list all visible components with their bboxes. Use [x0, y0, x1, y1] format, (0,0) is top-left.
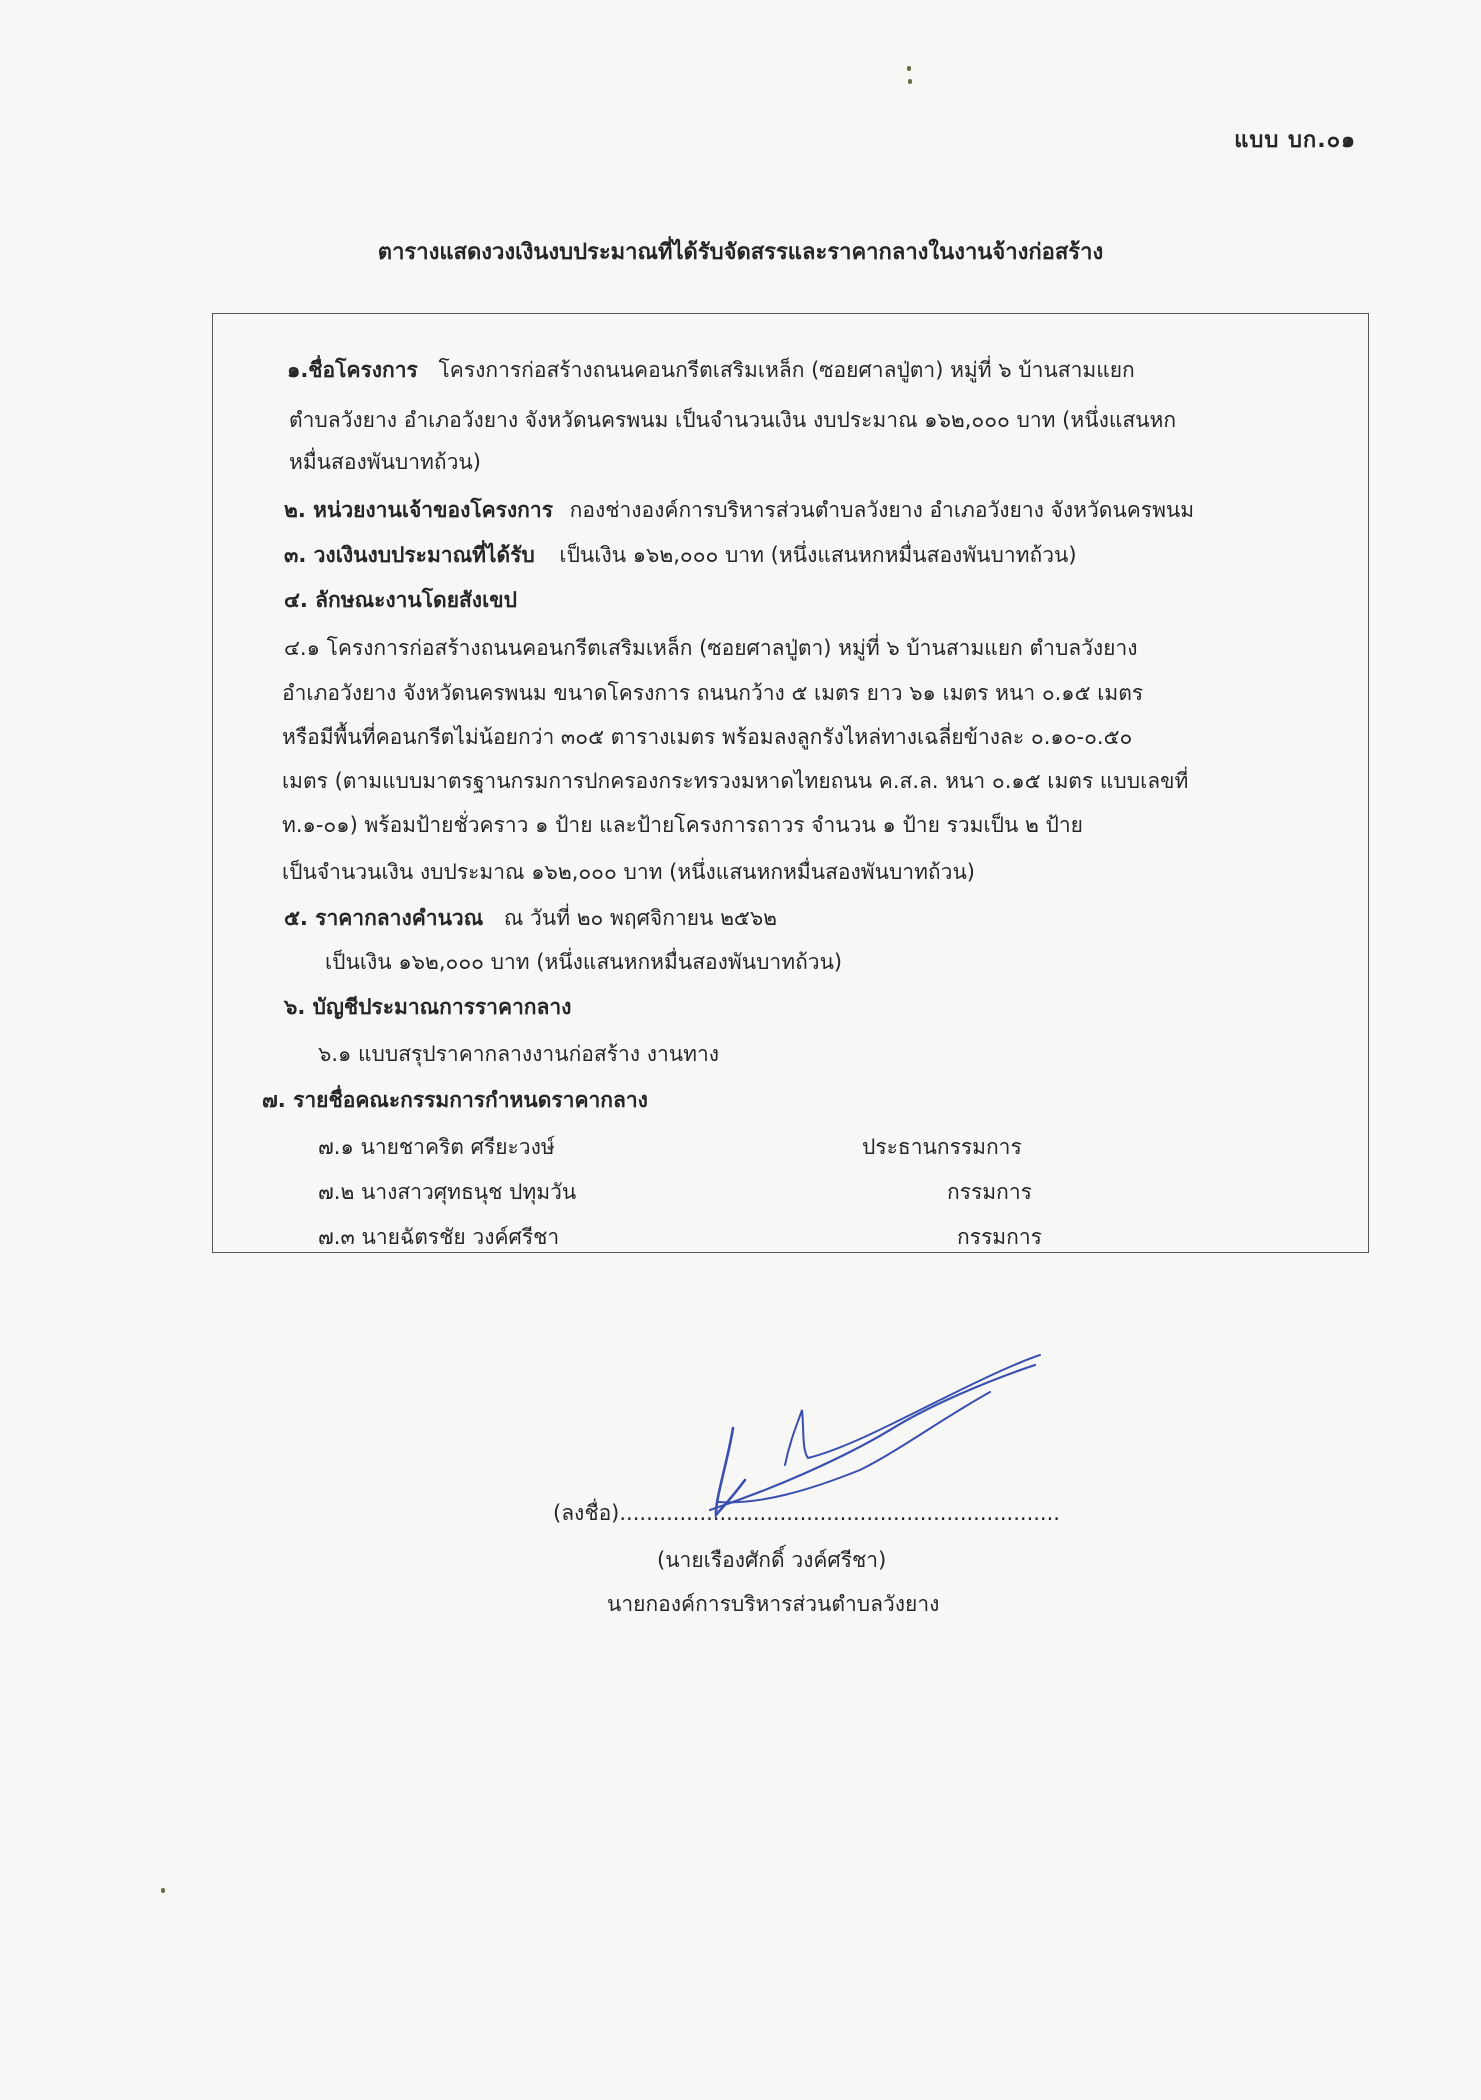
section3-text: เป็นเงิน ๑๖๒,๐๐๐ บาท (หนึ่งแสนหกหมื่นสองพันบาทถ้วน) — [559, 543, 1077, 567]
section2-text: กองช่างองค์การบริหารส่วนตำบลวังยาง อำเภอวังยาง จังหวัดนครพนม — [569, 498, 1195, 522]
section6-label: ๖. บัญชีประมาณการราคากลาง — [284, 995, 572, 1019]
handwritten-signature — [690, 1310, 1050, 1530]
section4-line: เมตร (ตามแบบมาตรฐานกรมการปกครองกระทรวงมหาดไทยถนน ค.ส.ล. หนา ๐.๑๕ เมตร แบบเลขที่ — [282, 769, 1189, 793]
committee-member-name: ๗.๒ นางสาวศุทธนุช ปทุมวัน — [318, 1180, 577, 1204]
section1-line3: หมื่นสองพันบาทถ้วน) — [289, 450, 481, 474]
section6-item: ๖.๑ แบบสรุปราคากลางงานก่อสร้าง งานทาง — [318, 1042, 720, 1066]
section4-line: ๔.๑ โครงการก่อสร้างถนนคอนกรีตเสริมเหล็ก (ซอยศาลปู่ตา) หมู่ที่ ๖ บ้านสามแยก ตำบลวังยาง — [284, 636, 1138, 660]
form-code: แบบ บก.๐๑ — [1234, 128, 1356, 153]
section5-line — [284, 903, 777, 933]
committee-member-name: ๗.๓ นายฉัตรชัย วงค์ศรีชา — [318, 1225, 560, 1249]
section1-text: โครงการก่อสร้างถนนคอนกรีตเสริมเหล็ก (ซอยศาลปู่ตา) หมู่ที่ ๖ บ้านสามแยก — [438, 358, 1135, 382]
committee-member-role: กรรมการ — [947, 1180, 1032, 1204]
section4-line: ท.๑-๐๑) พร้อมป้ายชั่วคราว ๑ ป้าย และป้ายโครงการถาวร จำนวน ๑ ป้าย รวมเป็น ๒ ป้าย — [282, 813, 1083, 837]
section4-line: อำเภอวังยาง จังหวัดนครพนม ขนาดโครงการ ถนนกว้าง ๕ เมตร ยาว ๖๑ เมตร หนา ๐.๑๕ เมตร — [282, 681, 1144, 705]
signer-name: (นายเรืองศักดิ์ วงค์ศรีชา) — [657, 1548, 887, 1572]
section4-line: เป็นจำนวนเงิน งบประมาณ ๑๖๒,๐๐๐ บาท (หนึ่งแสนหกหมื่นสองพันบาทถ้วน) — [282, 860, 975, 884]
document-title: ตารางแสดงวงเงินงบประมาณที่ได้รับจัดสรรและราคากลางในงานจ้างก่อสร้าง — [377, 240, 1104, 265]
section5-text: ณ วันที่ ๒๐ พฤศจิกายน ๒๕๖๒ — [503, 906, 777, 930]
committee-member-name: ๗.๑ นายชาคริต ศรียะวงษ์ — [318, 1135, 555, 1159]
section1-line2: ตำบลวังยาง อำเภอวังยาง จังหวัดนครพนม เป็นจำนวนเงิน งบประมาณ ๑๖๒,๐๐๐ บาท (หนึ่งแสนหก — [289, 408, 1177, 432]
section2-line — [284, 495, 1194, 525]
section3-line — [284, 540, 1077, 570]
section2-label: ๒. หน่วยงานเจ้าของโครงการ — [284, 498, 553, 522]
paper-speck — [161, 1888, 165, 1893]
section4-label: ๔. ลักษณะงานโดยสังเขป — [284, 588, 517, 612]
section5-line2: เป็นเงิน ๑๖๒,๐๐๐ บาท (หนึ่งแสนหกหมื่นสองพันบาทถ้วน) — [325, 950, 843, 974]
paper-speck — [908, 79, 912, 84]
section4-line: หรือมีพื้นที่คอนกรีตไม่น้อยกว่า ๓๐๕ ตารางเมตร พร้อมลงลูกรังไหล่ทางเฉลี่ยข้างละ ๐.๑๐-๐.๕๐ — [282, 725, 1133, 749]
section1-label: ๑.ชื่อโครงการ — [287, 358, 418, 382]
signer-position: นายกองค์การบริหารส่วนตำบลวังยาง — [607, 1592, 940, 1616]
signature-line: (ลงชื่อ).................................................................. — [553, 1501, 1060, 1525]
section1-line1 — [287, 355, 1135, 385]
committee-member-role: กรรมการ — [957, 1225, 1042, 1249]
paper-speck — [907, 66, 911, 71]
committee-member-role: ประธานกรรมการ — [862, 1135, 1022, 1159]
section5-label: ๕. ราคากลางคำนวณ — [284, 906, 484, 930]
section7-label: ๗. รายชื่อคณะกรรมการกำหนดราคากลาง — [262, 1088, 648, 1112]
section3-label: ๓. วงเงินงบประมาณที่ได้รับ — [284, 543, 535, 567]
